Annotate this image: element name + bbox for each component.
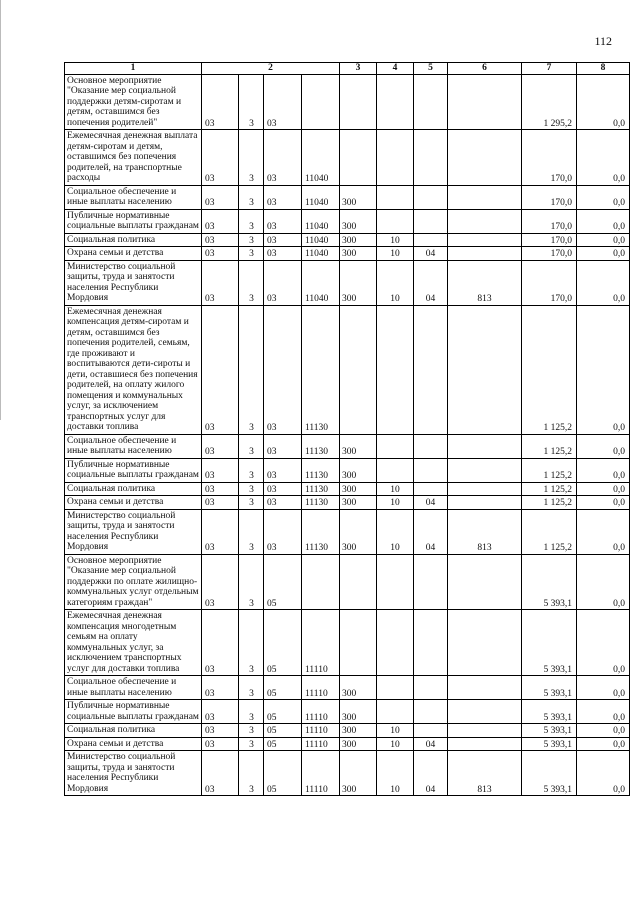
row-name-cell: Социальная политика [65, 482, 202, 496]
row-cell-f [377, 74, 414, 130]
header-cell: 8 [577, 63, 630, 75]
row-cell-v7: 170,0 [522, 130, 577, 186]
row-name-cell: Социальная политика [65, 233, 202, 247]
row-cell-d: 11130 [302, 434, 340, 458]
row-cell-v8: 0,0 [577, 260, 630, 305]
row-cell-b: 3 [239, 458, 264, 482]
table-row [65, 260, 630, 305]
row-cell-e [340, 130, 377, 186]
row-cell-v8: 0,0 [577, 700, 630, 724]
row-cell-c: 05 [264, 751, 302, 796]
row-cell-v7: 1 125,2 [522, 482, 577, 496]
row-cell-h [448, 610, 522, 676]
row-cell-g [414, 74, 448, 130]
row-cell-c: 03 [264, 509, 302, 554]
row-cell-e [340, 305, 377, 434]
row-cell-b: 3 [239, 482, 264, 496]
row-cell-v8: 0,0 [577, 554, 630, 610]
row-cell-e: 300 [340, 185, 377, 209]
row-cell-b: 3 [239, 185, 264, 209]
row-cell-h [448, 482, 522, 496]
row-cell-d: 11040 [302, 209, 340, 233]
row-cell-g [414, 482, 448, 496]
row-cell-g [414, 305, 448, 434]
row-cell-f [377, 209, 414, 233]
row-cell-d: 11040 [302, 185, 340, 209]
row-cell-a: 03 [202, 554, 239, 610]
row-cell-f [377, 130, 414, 186]
row-cell-d: 11110 [302, 737, 340, 751]
row-cell-g [414, 434, 448, 458]
row-cell-e: 300 [340, 434, 377, 458]
row-cell-c: 03 [264, 185, 302, 209]
row-cell-h [448, 209, 522, 233]
row-cell-f: 10 [377, 724, 414, 738]
row-cell-v7: 5 393,1 [522, 554, 577, 610]
table-row [65, 130, 630, 186]
row-cell-e: 300 [340, 209, 377, 233]
row-cell-h: 813 [448, 509, 522, 554]
row-name-cell: Министерство социальной защиты, труда и занятости населения Республики Мордовия [65, 509, 202, 554]
row-cell-f: 10 [377, 233, 414, 247]
row-cell-h [448, 458, 522, 482]
table-row [65, 185, 630, 209]
row-cell-f: 10 [377, 260, 414, 305]
row-cell-d: 11110 [302, 610, 340, 676]
table-row [65, 233, 630, 247]
row-cell-f [377, 305, 414, 434]
row-cell-h [448, 434, 522, 458]
row-cell-b: 3 [239, 74, 264, 130]
margin-line [0, 0, 1, 420]
row-cell-v7: 5 393,1 [522, 724, 577, 738]
row-cell-a: 03 [202, 130, 239, 186]
table-row [65, 751, 630, 796]
row-cell-a: 03 [202, 233, 239, 247]
row-cell-v8: 0,0 [577, 233, 630, 247]
row-cell-g: 04 [414, 260, 448, 305]
row-name-cell: Социальное обеспечение и иные выплаты населению [65, 676, 202, 700]
row-cell-d: 11130 [302, 458, 340, 482]
row-cell-c: 03 [264, 482, 302, 496]
row-cell-f: 10 [377, 509, 414, 554]
row-cell-v7: 170,0 [522, 247, 577, 261]
row-cell-a: 03 [202, 185, 239, 209]
row-cell-v7: 5 393,1 [522, 751, 577, 796]
row-cell-v7: 1 125,2 [522, 305, 577, 434]
row-cell-v7: 5 393,1 [522, 737, 577, 751]
row-cell-d: 11110 [302, 676, 340, 700]
row-name-cell: Социальная политика [65, 724, 202, 738]
row-name-cell: Ежемесячная денежная выплата детям-сиротам и детям, оставшимся без попечения родителей, на транспортные расходы [65, 130, 202, 186]
row-cell-g [414, 676, 448, 700]
row-cell-v8: 0,0 [577, 751, 630, 796]
row-cell-g [414, 233, 448, 247]
row-cell-v7: 5 393,1 [522, 700, 577, 724]
row-cell-b: 3 [239, 130, 264, 186]
row-cell-d [302, 74, 340, 130]
row-cell-b: 3 [239, 233, 264, 247]
row-cell-a: 03 [202, 434, 239, 458]
table-row [65, 458, 630, 482]
row-cell-g [414, 554, 448, 610]
row-cell-v7: 170,0 [522, 260, 577, 305]
row-cell-c: 03 [264, 247, 302, 261]
row-cell-h: 813 [448, 751, 522, 796]
row-cell-a: 03 [202, 209, 239, 233]
row-cell-e: 300 [340, 737, 377, 751]
row-cell-f [377, 676, 414, 700]
row-cell-e: 300 [340, 700, 377, 724]
row-cell-a: 03 [202, 305, 239, 434]
row-cell-a: 03 [202, 74, 239, 130]
row-cell-d: 11040 [302, 130, 340, 186]
row-cell-v8: 0,0 [577, 482, 630, 496]
row-cell-v7: 5 393,1 [522, 676, 577, 700]
row-cell-v8: 0,0 [577, 209, 630, 233]
row-cell-v8: 0,0 [577, 247, 630, 261]
row-cell-d: 11110 [302, 724, 340, 738]
table-row [65, 305, 630, 434]
row-cell-v7: 1 125,2 [522, 509, 577, 554]
row-cell-f [377, 700, 414, 724]
row-cell-h [448, 233, 522, 247]
row-cell-b: 3 [239, 260, 264, 305]
row-cell-d: 11130 [302, 305, 340, 434]
row-cell-b: 3 [239, 724, 264, 738]
row-cell-h: 813 [448, 260, 522, 305]
row-cell-h [448, 737, 522, 751]
row-cell-g [414, 130, 448, 186]
row-cell-c: 05 [264, 724, 302, 738]
row-cell-h [448, 247, 522, 261]
row-cell-d: 11040 [302, 233, 340, 247]
row-cell-g [414, 700, 448, 724]
row-cell-a: 03 [202, 751, 239, 796]
row-cell-e: 300 [340, 724, 377, 738]
row-cell-a: 03 [202, 676, 239, 700]
row-cell-h [448, 496, 522, 510]
row-cell-f [377, 610, 414, 676]
row-cell-f: 10 [377, 482, 414, 496]
row-cell-c: 03 [264, 434, 302, 458]
row-name-cell: Основное мероприятие "Оказание мер социальной поддержки детям-сиротам и детям, оставшимся без попечения родителей" [65, 74, 202, 130]
row-cell-b: 3 [239, 496, 264, 510]
row-cell-v8: 0,0 [577, 130, 630, 186]
row-cell-b: 3 [239, 676, 264, 700]
row-cell-e [340, 610, 377, 676]
row-cell-c: 03 [264, 209, 302, 233]
row-cell-a: 03 [202, 700, 239, 724]
row-cell-d: 11110 [302, 700, 340, 724]
header-cell: 4 [377, 63, 414, 75]
row-name-cell: Охрана семьи и детства [65, 496, 202, 510]
row-cell-v7: 1 125,2 [522, 496, 577, 510]
row-cell-b: 3 [239, 737, 264, 751]
row-cell-v8: 0,0 [577, 610, 630, 676]
row-cell-v7: 170,0 [522, 233, 577, 247]
row-cell-h [448, 554, 522, 610]
row-name-cell: Основное мероприятие "Оказание мер социальной поддержки по оплате жилищно-коммунальных услуг отдельным категориям граждан" [65, 554, 202, 610]
row-cell-d: 11040 [302, 260, 340, 305]
row-cell-e: 300 [340, 496, 377, 510]
row-cell-e [340, 74, 377, 130]
row-cell-d: 11130 [302, 509, 340, 554]
row-cell-a: 03 [202, 610, 239, 676]
row-cell-h [448, 74, 522, 130]
row-cell-g [414, 209, 448, 233]
row-cell-e: 300 [340, 260, 377, 305]
row-cell-f [377, 554, 414, 610]
row-cell-a: 03 [202, 496, 239, 510]
row-cell-v8: 0,0 [577, 458, 630, 482]
row-cell-h [448, 724, 522, 738]
table-row [65, 434, 630, 458]
page-number: 112 [594, 34, 612, 48]
row-cell-c: 03 [264, 130, 302, 186]
row-cell-h [448, 130, 522, 186]
header-cell: 1 [65, 63, 202, 75]
table-row [65, 610, 630, 676]
table-row [65, 74, 630, 130]
row-cell-f [377, 434, 414, 458]
row-cell-v7: 170,0 [522, 185, 577, 209]
table-row [65, 676, 630, 700]
row-cell-a: 03 [202, 509, 239, 554]
table-row [65, 554, 630, 610]
table-row [65, 496, 630, 510]
row-cell-a: 03 [202, 482, 239, 496]
row-cell-h [448, 700, 522, 724]
row-name-cell: Ежемесячная денежная компенсация многодетным семьям на оплату коммунальных услуг, за исключением транспортных услуг для доставки топлива [65, 610, 202, 676]
row-cell-e: 300 [340, 233, 377, 247]
row-cell-c: 05 [264, 610, 302, 676]
table-row [65, 724, 630, 738]
row-cell-d [302, 554, 340, 610]
table-header-row [65, 63, 630, 75]
row-name-cell: Охрана семьи и детства [65, 737, 202, 751]
row-cell-v8: 0,0 [577, 434, 630, 458]
row-name-cell: Министерство социальной защиты, труда и занятости населения Республики Мордовия [65, 260, 202, 305]
row-cell-e: 300 [340, 247, 377, 261]
row-name-cell: Министерство социальной защиты, труда и занятости населения Республики Мордовия [65, 751, 202, 796]
row-cell-g [414, 458, 448, 482]
row-cell-g: 04 [414, 509, 448, 554]
row-cell-g [414, 724, 448, 738]
table-row [65, 482, 630, 496]
budget-table [64, 62, 630, 796]
row-cell-f: 10 [377, 247, 414, 261]
row-cell-f: 10 [377, 751, 414, 796]
row-cell-e: 300 [340, 482, 377, 496]
row-cell-h [448, 185, 522, 209]
row-cell-c: 05 [264, 700, 302, 724]
row-cell-h [448, 676, 522, 700]
header-cell: 6 [448, 63, 522, 75]
table-row [65, 209, 630, 233]
row-cell-c: 03 [264, 458, 302, 482]
row-cell-f [377, 458, 414, 482]
row-cell-d: 11130 [302, 482, 340, 496]
row-cell-b: 3 [239, 610, 264, 676]
row-cell-g: 04 [414, 247, 448, 261]
table-row [65, 737, 630, 751]
row-cell-c: 03 [264, 260, 302, 305]
table-row [65, 247, 630, 261]
row-cell-d: 11130 [302, 496, 340, 510]
row-cell-g [414, 185, 448, 209]
row-cell-g: 04 [414, 737, 448, 751]
header-cell: 2 [202, 63, 340, 75]
row-cell-b: 3 [239, 751, 264, 796]
row-cell-c: 03 [264, 74, 302, 130]
row-cell-v8: 0,0 [577, 496, 630, 510]
row-cell-b: 3 [239, 247, 264, 261]
row-cell-c: 03 [264, 305, 302, 434]
row-cell-c: 03 [264, 233, 302, 247]
row-cell-v8: 0,0 [577, 509, 630, 554]
row-cell-v7: 1 295,2 [522, 74, 577, 130]
header-cell: 3 [340, 63, 377, 75]
row-cell-a: 03 [202, 737, 239, 751]
row-cell-b: 3 [239, 700, 264, 724]
row-cell-b: 3 [239, 209, 264, 233]
row-cell-h [448, 305, 522, 434]
row-cell-e: 300 [340, 458, 377, 482]
row-cell-e: 300 [340, 751, 377, 796]
row-cell-v8: 0,0 [577, 74, 630, 130]
header-cell: 7 [522, 63, 577, 75]
row-name-cell: Публичные нормативные социальные выплаты гражданам [65, 700, 202, 724]
row-cell-v8: 0,0 [577, 676, 630, 700]
row-cell-e [340, 554, 377, 610]
row-cell-b: 3 [239, 554, 264, 610]
row-cell-e: 300 [340, 509, 377, 554]
row-cell-c: 05 [264, 737, 302, 751]
row-cell-g: 04 [414, 496, 448, 510]
row-cell-f [377, 185, 414, 209]
row-cell-v7: 1 125,2 [522, 458, 577, 482]
row-cell-b: 3 [239, 509, 264, 554]
table-row [65, 509, 630, 554]
row-name-cell: Социальное обеспечение и иные выплаты населению [65, 434, 202, 458]
row-cell-a: 03 [202, 724, 239, 738]
row-cell-a: 03 [202, 247, 239, 261]
row-cell-v8: 0,0 [577, 737, 630, 751]
row-cell-d: 11040 [302, 247, 340, 261]
row-cell-v7: 1 125,2 [522, 434, 577, 458]
row-cell-c: 05 [264, 676, 302, 700]
row-cell-b: 3 [239, 434, 264, 458]
row-cell-v8: 0,0 [577, 185, 630, 209]
row-cell-v8: 0,0 [577, 305, 630, 434]
row-cell-e: 300 [340, 676, 377, 700]
row-cell-v7: 170,0 [522, 209, 577, 233]
row-cell-g: 04 [414, 751, 448, 796]
row-cell-b: 3 [239, 305, 264, 434]
row-name-cell: Охрана семьи и детства [65, 247, 202, 261]
row-cell-v7: 5 393,1 [522, 610, 577, 676]
row-name-cell: Социальное обеспечение и иные выплаты населению [65, 185, 202, 209]
row-name-cell: Публичные нормативные социальные выплаты гражданам [65, 209, 202, 233]
row-cell-v8: 0,0 [577, 724, 630, 738]
row-cell-c: 05 [264, 554, 302, 610]
row-cell-f: 10 [377, 496, 414, 510]
row-cell-a: 03 [202, 260, 239, 305]
row-cell-d: 11110 [302, 751, 340, 796]
row-cell-f: 10 [377, 737, 414, 751]
row-name-cell: Ежемесячная денежная компенсация детям-сиротам и детям, оставшимся без попечения родителей, семьям, где проживают и воспитываются дети-сироты и дети, оставшиеся без попечения родителей, на оплату жилого помещения и коммунальных услуг, за исключением транспортных услуг для доставки топлива [65, 305, 202, 434]
header-cell: 5 [414, 63, 448, 75]
row-cell-a: 03 [202, 458, 239, 482]
row-cell-g [414, 610, 448, 676]
row-name-cell: Публичные нормативные социальные выплаты гражданам [65, 458, 202, 482]
table-row [65, 700, 630, 724]
row-cell-c: 03 [264, 496, 302, 510]
